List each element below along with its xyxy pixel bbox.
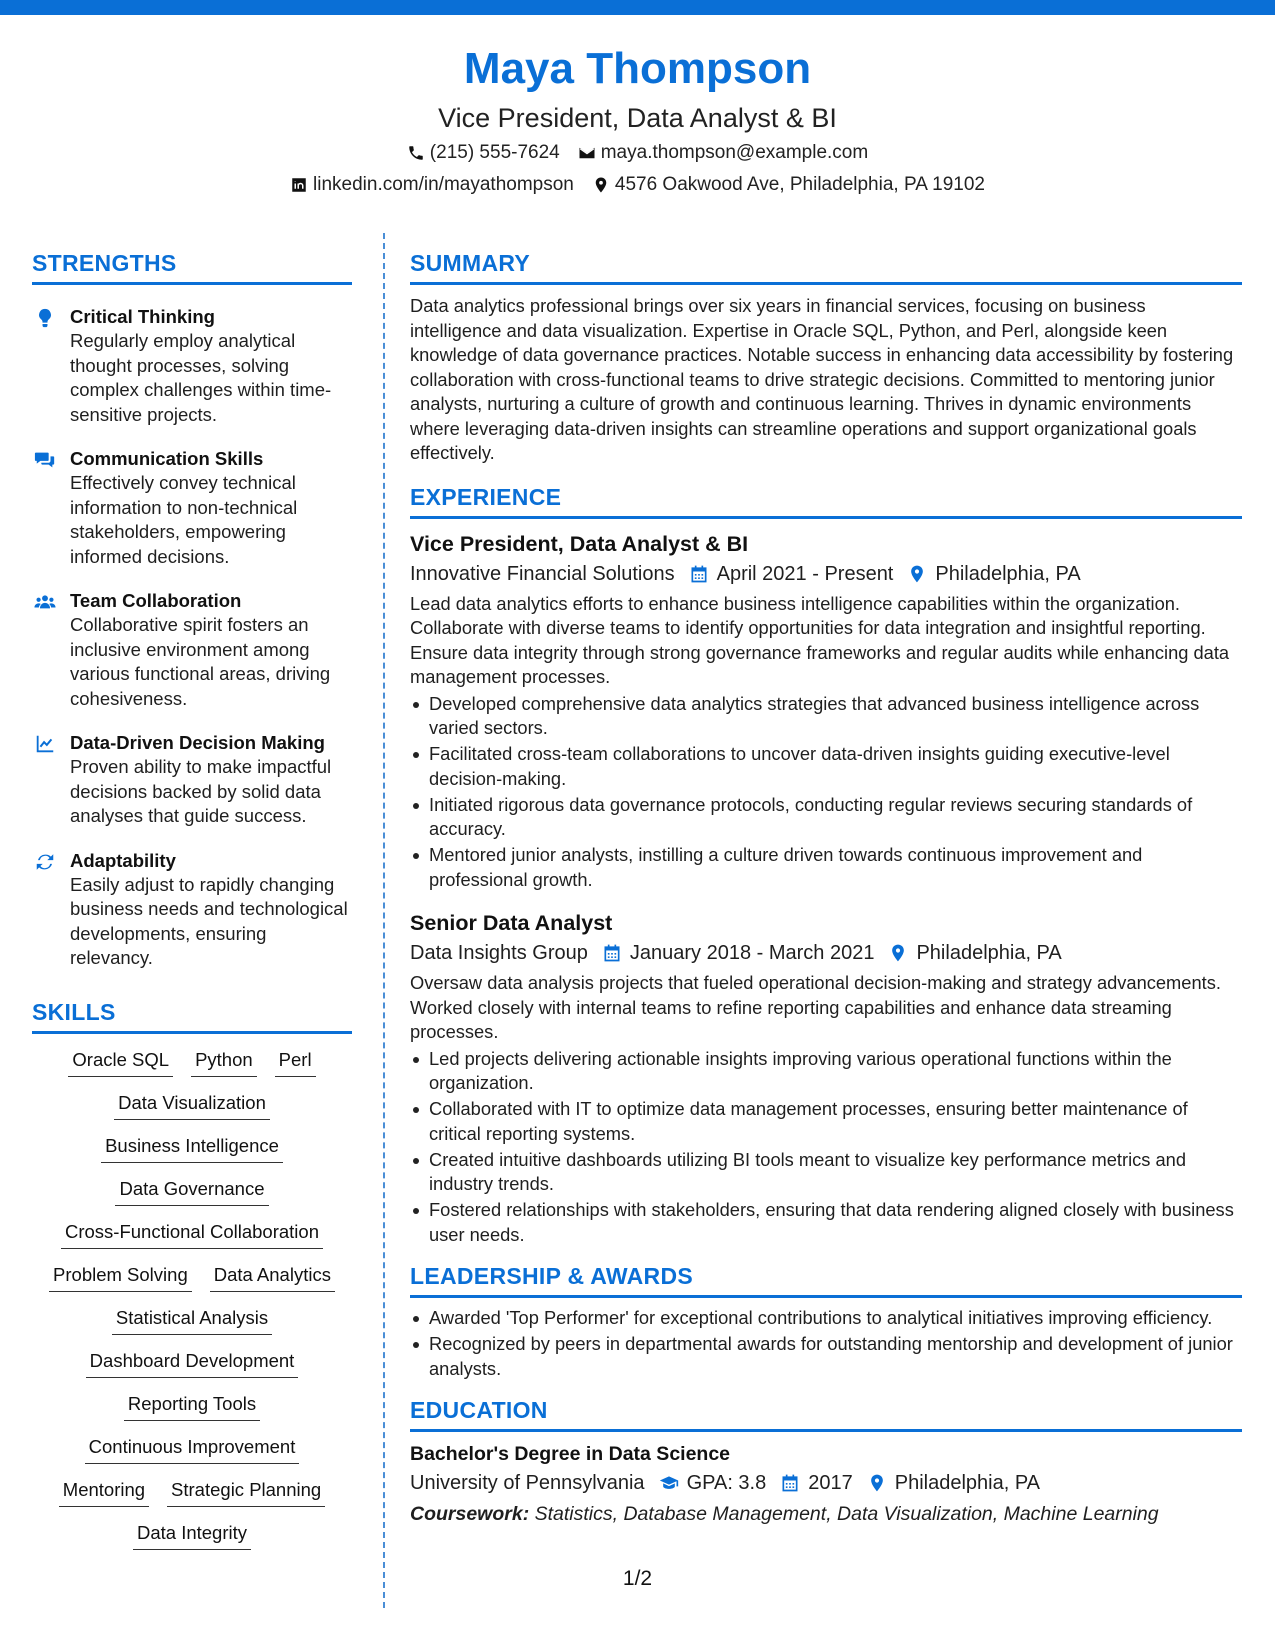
strength-name: Communication Skills [70,448,264,469]
skill-tag: Data Integrity [133,1519,251,1550]
summary-heading: SUMMARY [410,248,1242,285]
bullet-item: Created intuitive dashboards utilizing BI tools meant to visualize key performance metrics and industry trends. [410,1148,1242,1197]
strength-item [32,849,352,971]
degree-title: Bachelor's Degree in Data Science [410,1443,731,1465]
job-description: Oversaw data analysis projects that fueled operational decision-making and strategy advancements. Worked closely with internal teams to refine reporting capabilities and enhance data streaming processes. [410,972,1221,1042]
comments-icon [34,449,56,471]
skill-tag: Data Visualization [114,1089,270,1120]
strength-item [32,589,352,711]
skill-tag: Business Intelligence [101,1132,283,1163]
strength-desc: Effectively convey technical information to non-technical stakeholders, empowering informed decisions. [70,472,298,567]
map-marker-icon [867,1473,887,1493]
strength-name: Adaptability [70,849,176,871]
bullet-item: Collaborated with IT to optimize data management processes, ensuring better maintenance of critical reporting systems. [410,1097,1242,1146]
education-meta [410,1468,1242,1498]
graduation-year: 2017 [808,1472,853,1494]
users-icon [34,591,56,613]
skill-tag: Mentoring [59,1476,149,1507]
strength-item [32,305,352,427]
school-name: University of Pennsylvania [410,1472,645,1494]
strength-name: Data-Driven Decision Making [70,732,325,753]
experience-heading: EXPERIENCE [410,482,1242,519]
address-text: 4576 Oakwood Ave, Philadelphia, PA 19102 [614,174,985,195]
left-column [32,248,352,1550]
leadership-bullets [410,1306,1242,1381]
job-title: Vice President, Data Analyst & BI [410,531,749,556]
skill-tag: Strategic Planning [167,1476,325,1507]
candidate-name: Maya Thompson [463,44,812,93]
strength-item [32,447,352,569]
coursework-label: Coursework: [410,1503,530,1525]
company-name: Innovative Financial Solutions [410,562,675,585]
gpa-text: GPA: 3.8 [686,1472,767,1494]
bullet-item: Led projects delivering actionable insights improving various operational functions within the organization. [410,1047,1242,1096]
job-entry [410,908,1242,1247]
skill-tag: Cross-Functional Collaboration [61,1218,323,1249]
address-contact [592,170,985,200]
skill-tag: Oracle SQL [68,1046,173,1077]
job-dates: April 2021 - Present [716,562,894,585]
calendar-icon [602,943,622,963]
calendar-icon [780,1473,800,1493]
graduation-cap-icon [659,1473,679,1493]
job-location: Philadelphia, PA [916,942,1062,964]
phone-text: (215) 555-7624 [429,142,560,163]
map-marker-icon [888,943,908,963]
map-marker-icon [592,176,610,194]
bullet-item: Fostered relationships with stakeholders, ensuring that data rendering aligned closely with business user needs. [410,1198,1242,1247]
email-text: maya.thompson@example.com [600,142,869,163]
strength-item [32,731,352,829]
bullet-item: Recognized by peers in departmental awards for outstanding mentorship and development of junior analysts. [410,1332,1242,1381]
coursework [410,1500,1242,1528]
right-column [410,248,1242,1528]
bullet-item: Facilitated cross-team collaborations to uncover data-driven insights guiding executive-level decision-making. [410,742,1242,791]
skill-tag: Continuous Improvement [85,1433,300,1464]
chart-line-icon [34,733,56,755]
strength-desc: Collaborative spirit fosters an inclusive environment among various functional areas, driving cohesiveness. [70,614,331,709]
skills-heading: SKILLS [32,997,352,1034]
job-meta [410,559,1242,589]
coursework-text: Statistics, Database Management, Data Visualization, Machine Learning [534,1503,1159,1525]
candidate-title: Vice President, Data Analyst & BI [438,103,837,133]
strength-desc: Regularly employ analytical thought processes, solving complex challenges within time-sensitive projects. [70,330,332,425]
job-meta [410,938,1242,968]
top-accent-bar [0,0,1275,15]
skill-tag: Statistical Analysis [112,1304,272,1335]
phone-icon [407,144,425,162]
linkedin-contact[interactable] [290,170,574,200]
job-dates: January 2018 - March 2021 [629,942,875,964]
skill-tag: Data Governance [115,1175,268,1206]
job-entry [410,529,1242,893]
leadership-heading: LEADERSHIP & AWARDS [410,1261,1242,1298]
strength-desc: Easily adjust to rapidly changing business needs and technological developments, ensuring relevancy. [70,873,348,968]
map-marker-icon [907,564,927,584]
bullet-item: Awarded 'Top Performer' for exceptional contributions to analytical initiatives improving efficiency. [410,1306,1242,1331]
skill-tag: Perl [275,1046,316,1077]
envelope-icon [578,144,596,162]
contact-row-1 [0,138,1275,168]
education-heading: EDUCATION [410,1395,1242,1432]
skill-tag: Data Analytics [210,1261,335,1292]
skill-tag: Reporting Tools [124,1390,260,1421]
school-location: Philadelphia, PA [894,1472,1041,1494]
company-name: Data Insights Group [410,942,588,964]
strength-name: Team Collaboration [70,590,242,611]
bullet-item: Mentored junior analysts, instilling a culture driven towards continuous improvement and professional growth. [410,843,1242,892]
email-contact[interactable] [578,138,868,168]
job-bullets [410,692,1242,893]
strength-desc: Proven ability to make impactful decisions backed by solid data analyses that guide success. [70,756,332,826]
linkedin-text: linkedin.com/in/mayathompson [313,174,574,195]
strengths-heading: STRENGTHS [32,248,352,285]
summary-text: Data analytics professional brings over six years in financial services, focusing on business intelligence and data visualization. Expertise in Oracle SQL, Python, and Perl, alongside keen knowledge of data governance practices. Notable success in enhancing data accessibility by fostering collaboration with cross-functional teams to drive strategic decisions. Committed to mentoring junior analysts, nurturing a culture of growth and continuous learning. Thrives in dynamic environments where leveraging data-driven insights can streamline operations and support organizational goals effectively. [410,295,1234,463]
job-description: Lead data analytics efforts to enhance business intelligence capabilities within the organization. Collaborate with diverse teams to identify opportunities for data integration and insightful reporting. Ensure data integrity through strong governance frameworks and regular audits while enhancing data management processes. [410,592,1230,687]
sync-icon [34,851,56,873]
skills-list [32,1046,352,1550]
phone-contact[interactable] [407,138,560,168]
page-number: 1/2 [622,1567,653,1590]
calendar-icon [689,564,709,584]
job-bullets [410,1047,1242,1248]
job-location: Philadelphia, PA [935,562,1081,585]
linkedin-icon [290,176,308,194]
skill-tag: Python [191,1046,257,1077]
column-divider [383,233,385,1608]
resume-header [0,38,1275,200]
skill-tag: Problem Solving [49,1261,192,1292]
contact-row-2 [0,170,1275,200]
lightbulb-icon [34,307,56,329]
bullet-item: Developed comprehensive data analytics strategies that advanced business intelligence across varied sectors. [410,692,1242,741]
bullet-item: Initiated rigorous data governance protocols, conducting regular reviews securing standards of accuracy. [410,793,1242,842]
job-title: Senior Data Analyst [410,911,613,935]
skill-tag: Dashboard Development [86,1347,299,1378]
strength-name: Critical Thinking [70,306,215,327]
